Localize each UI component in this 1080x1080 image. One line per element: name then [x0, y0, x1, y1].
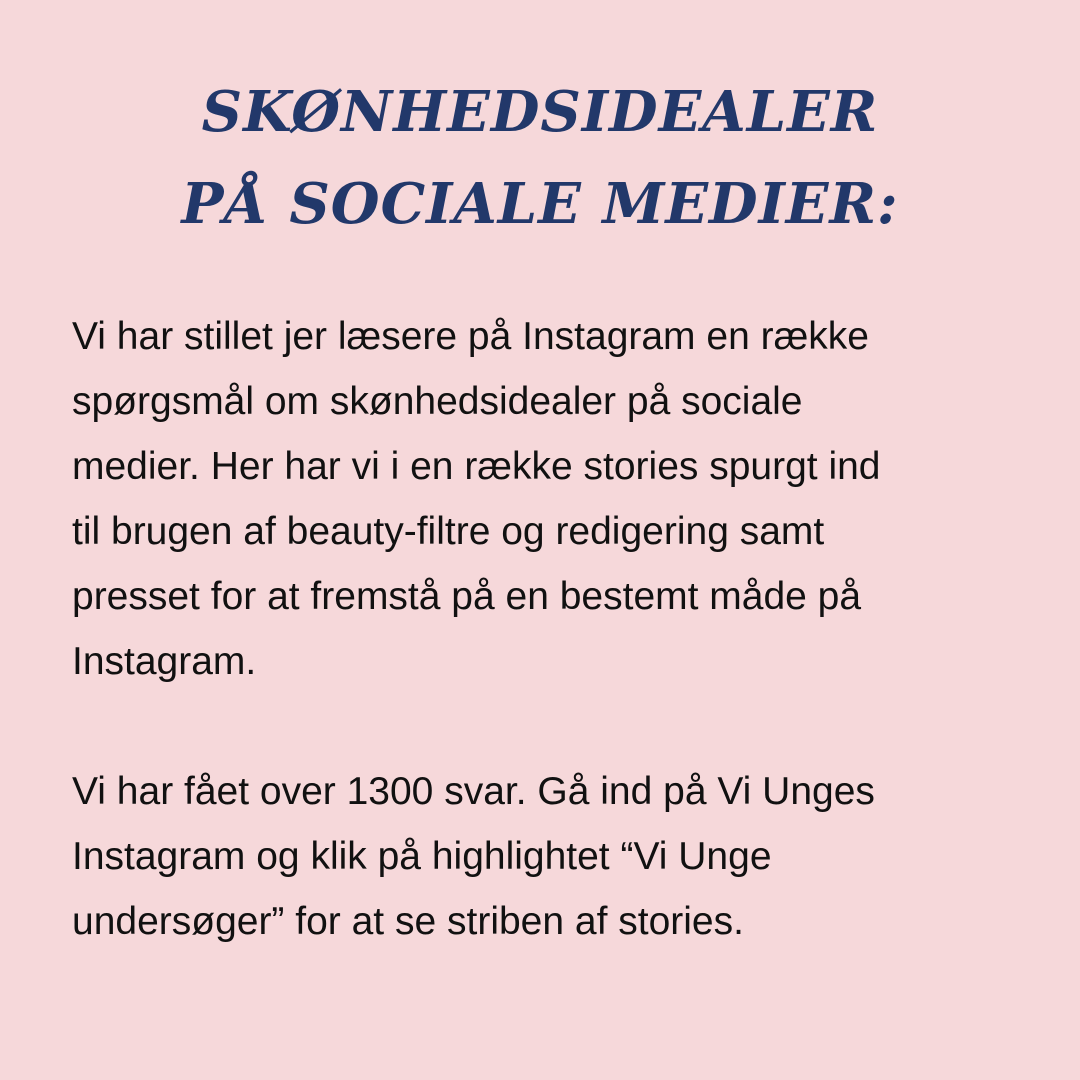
body-text — [72, 304, 1012, 954]
paragraph-1-line: spørgsmål om skønhedsidealer på sociale — [72, 380, 803, 423]
paragraph-1-line: presset for at fremstå på en bestemt måde på — [72, 575, 862, 618]
paragraph-1 — [72, 304, 1012, 694]
paragraph-spacer — [72, 694, 1012, 759]
paragraph-1-line: Instagram. — [72, 640, 257, 683]
paragraph-2 — [72, 759, 1012, 954]
paragraph-2-line: Vi har fået over 1300 svar. Gå ind på Vi Unges — [72, 770, 875, 813]
paragraph-2-line: Instagram og klik på highlightet “Vi Unge — [72, 835, 772, 878]
paragraph-1-line: Vi har stillet jer læsere på Instagram en række — [72, 315, 869, 358]
page-title — [0, 66, 1080, 250]
paragraph-2-line: undersøger” for at se striben af stories. — [72, 900, 744, 943]
title-line-1: SKØNHEDSIDEALER — [201, 79, 879, 145]
paragraph-1-line: til brugen af beauty-filtre og redigering samt — [72, 510, 825, 553]
title-line-2: PÅ SOCIALE MEDIER: — [181, 171, 899, 237]
paragraph-1-line: medier. Her har vi i en række stories spurgt ind — [72, 445, 881, 488]
